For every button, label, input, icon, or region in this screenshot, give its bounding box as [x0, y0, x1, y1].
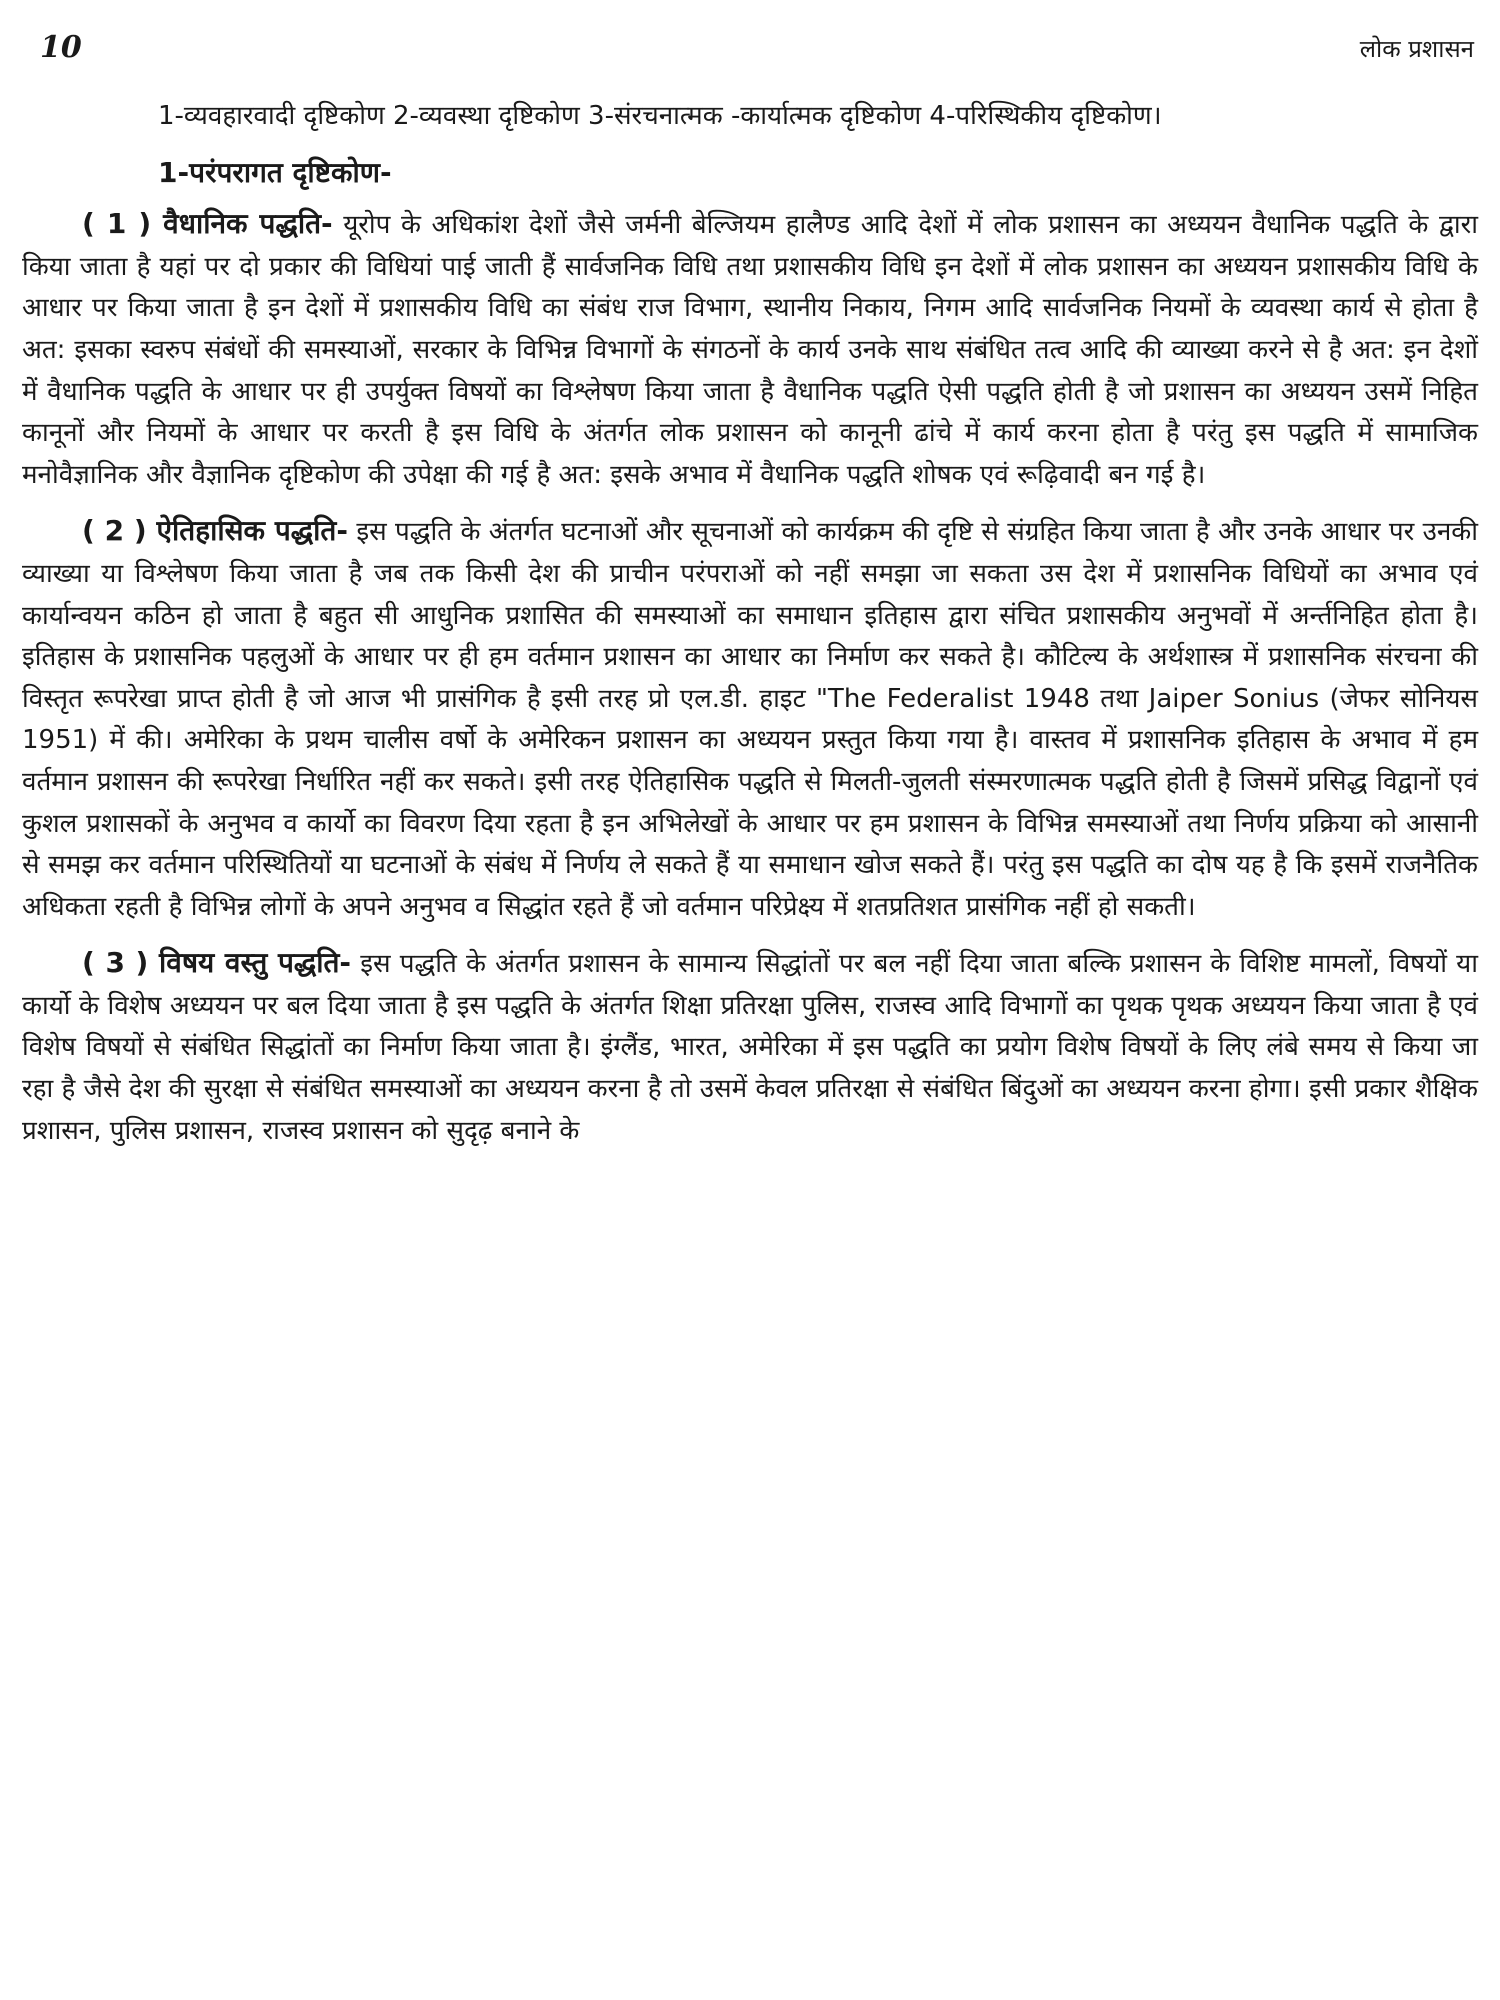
page-body: [22, 96, 1478, 1152]
method-label: ( 3 ) विषय वस्तु पद्धति-: [82, 946, 352, 980]
approaches-list-line: 1-व्यवहारवादी दृष्टिकोण 2-व्यवस्था दृष्टिकोण 3-संरचनात्मक -कार्यात्मक दृष्टिकोण 4-परिस्थिकीय दृष्टिकोण।: [158, 101, 1162, 131]
method-label: ( 2 ) ऐतिहासिक पद्धति-: [82, 514, 348, 548]
page-number: 10: [40, 30, 82, 65]
paragraph-text: यूरोप के अधिकांश देशों जैसे जर्मनी बेल्जियम हालैण्ड आदि देशों में लोक प्रशासन का अध्ययन वैधानिक पद्धति के द्वारा किया जाता है यहां पर दो प्रकार की विधियां पाई जाती हैं सार्वजनिक विधि तथा प्रशासकीय विधि इन देशों में लोक प्रशासन का अध्ययन प्रशासकीय विधि के आधार पर किया जाता है इन देशों में प्रशासकीय विधि का संबंध राज विभाग, स्थानीय निकाय, निगम आदि सार्वजनिक नियमों के व्यवस्था कार्य से होता है अत: इसका स्वरुप संबंधों की समस्याओं, सरकार के विभिन्न विभागों के संगठनों के कार्य उनके साथ संबंधित तत्व आदि की व्याख्या करने से है अत: इन देशों में वैधानिक पद्धति के आधार पर ही उपर्युक्त विषयों का विश्लेषण किया जाता है वैधानिक पद्धति ऐसी पद्धति होती है जो प्रशासन का अध्ययन उसमें निहित कानूनों और नियमों के आधार पर करती है इस विधि के अंतर्गत लोक प्रशासन को कानूनी ढांचे में कार्य करना होता है परंतु इस पद्धति में सामाजिक मनोवैज्ञानिक और वैज्ञानिक दृष्टिकोण की उपेक्षा की गई है अत: इसके अभाव में वैधानिक पद्धति शोषक एवं रूढ़िवादी बन गई है।: [22, 210, 1478, 490]
page-header: [22, 30, 1478, 88]
paragraph-text: इस पद्धति के अंतर्गत प्रशासन के सामान्य सिद्धांतों पर बल नहीं दिया जाता बल्कि प्रशासन के विशिष्ट मामलों, विषयों या कार्यो के विशेष अध्ययन पर बल दिया जाता है इस पद्धति के अंतर्गत शिक्षा प्रतिरक्षा पुलिस, राजस्व आदि विभागों का पृथक पृथक अध्ययन किया जाता है एवं विशेष विषयों से संबंधित सिद्धांतों का निर्माण किया जाता है। इंग्लैंड, भारत, अमेरिका में इस पद्धति का प्रयोग विशेष विषयों के लिए लंबे समय से किया जा रहा है जैसे देश की सुरक्षा से संबंधित समस्याओं का अध्ययन करना है तो उसमें केवल प्रतिरक्षा से संबंधित बिंदुओं का अध्ययन करना होगा। इसी प्रकार शैक्षिक प्रशासन, पुलिस प्रशासन, राजस्व प्रशासन को सुदृढ़ बनाने के: [22, 949, 1478, 1146]
section-heading: 1-परंपरागत दृष्टिकोण-: [158, 155, 392, 189]
method-label: ( 1 ) वैधानिक पद्धति-: [82, 207, 333, 241]
paragraph-legal-method: [22, 203, 1478, 496]
paragraph-subject-matter-method: [22, 942, 1478, 1152]
running-title: लोक प्रशासन: [1359, 35, 1474, 63]
paragraph-text: इस पद्धति के अंतर्गत घटनाओं और सूचनाओं को कार्यक्रम की दृष्टि से संग्रहित किया जाता है और उनके आधार पर उनकी व्याख्या या विश्लेषण किया जाता है जब तक किसी देश की प्राचीन परंपराओं को नहीं समझा जा सकता उस देश में प्रशासनिक विधियों का अभाव एवं कार्यान्वयन कठिन हो जाता है बहुत सी आधुनिक प्रशासित की समस्याओं का समाधान इतिहास द्वारा संचित प्रशासकीय अनुभवों में अर्न्तनिहित होता है। इतिहास के प्रशासनिक पहलुओं के आधार पर ही हम वर्तमान प्रशासन का आधार का निर्माण कर सकते है। कौटिल्य के अर्थशास्त्र में प्रशासनिक संरचना की विस्तृत रूपरेखा प्राप्त होती है जो आज भी प्रासंगिक है इसी तरह प्रो एल.डी. हाइट "The Federalist 1948 तथा Jaiper Sonius (जेफर सोनियस 1951) में की। अमेरिका के प्रथम चालीस वर्षो के अमेरिकन प्रशासन का अध्ययन प्रस्तुत किया गया है। वास्तव में प्रशासनिक इतिहास के अभाव में हम वर्तमान प्रशासन की रूपरेखा निर्धारित नहीं कर सकते। इसी तरह ऐतिहासिक पद्धति से मिलती-जुलती संस्मरणात्मक पद्धति होती है जिसमें प्रसिद्ध विद्वानों एवं कुशल प्रशासकों के अनुभव व कार्यो का विवरण दिया रहता है इन अभिलेखों के आधार पर हम प्रशासन के विभिन्न समस्याओं तथा निर्णय प्रक्रिया को आसानी से समझ कर वर्तमान परिस्थितियों या घटनाओं के संबंध में निर्णय ले सकते हैं या समाधान खोज सकते हैं। परंतु इस पद्धति का दोष यह है कि इसमें राजनैतिक अधिकता रहती है विभिन्न लोगों के अपने अनुभव व सिद्धांत रहते हैं जो वर्तमान परिप्रेक्ष्य में शतप्रतिशत प्रासंगिक नहीं हो सकती।: [22, 517, 1478, 922]
paragraph-historical-method: [22, 510, 1478, 928]
